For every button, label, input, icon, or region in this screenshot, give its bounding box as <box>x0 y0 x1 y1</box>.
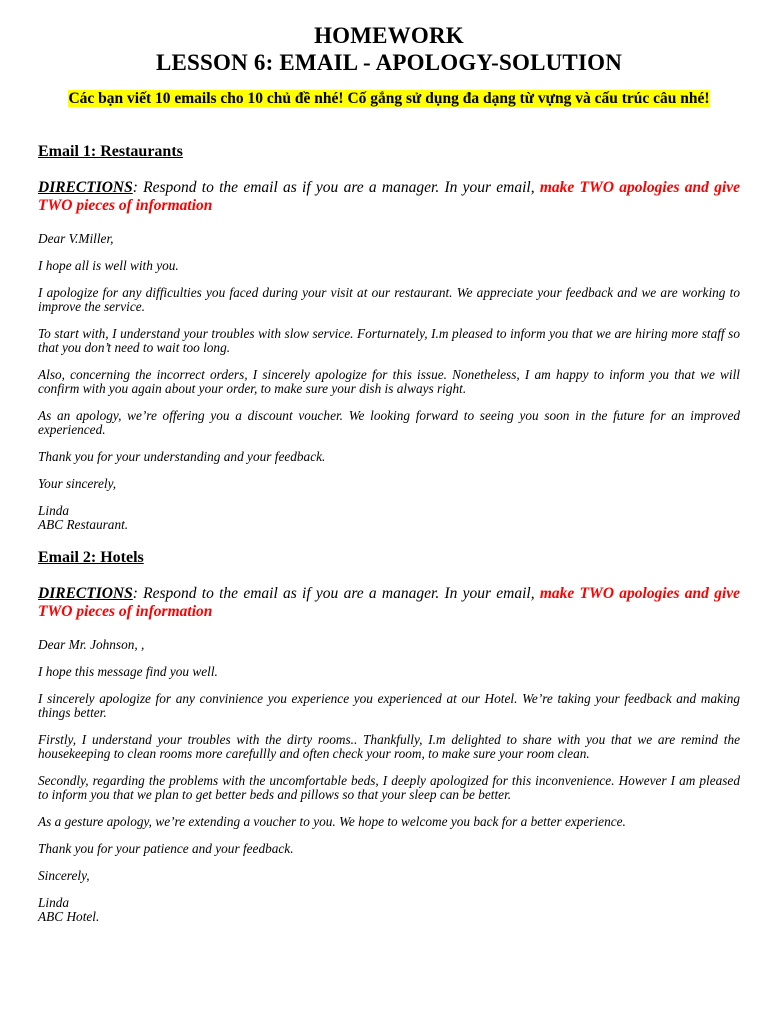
directions-requirement: make TWO apologies and give TWO pieces of information <box>38 585 741 620</box>
email-2-paragraph-3: Secondly, regarding the problems with the uncomfortable beds, I deeply apologized for this inconvenience. However I am pleased to inform you that we plan to get better beds and pillows so that your sleep can be better. <box>38 773 740 802</box>
directions-text: : Respond to the email as if you are a manager. In your email, <box>132 179 540 196</box>
email-2-signature-name: Linda <box>38 895 70 910</box>
email-2-closing: Sincerely, <box>38 868 90 883</box>
email-1-opening: I hope all is well with you. <box>38 258 179 273</box>
directions-text: : Respond to the email as if you are a manager. In your email, <box>132 585 540 602</box>
email-1-thanks: Thank you for your understanding and your feedback. <box>38 449 326 464</box>
email-2-directions <box>38 585 740 621</box>
email-1-paragraph-3: Also, concerning the incorrect orders, I sincerely apologize for this issue. Nonetheless, I am happy to inform you that we will confirm with you again about your order, to make sure your dish is always right. <box>38 367 740 396</box>
email-2-greeting: Dear Mr. Johnson, , <box>38 637 145 652</box>
email-2-signature-org: ABC Hotel. <box>38 909 100 924</box>
document-page <box>38 22 740 924</box>
email-2-paragraph-2: Firstly, I understand your troubles with the dirty rooms.. Thankfully, I.m delighted to share with you that we are remind the housekeeping to clean rooms more carefullly and often check your room, to make sure your room clean. <box>38 732 740 761</box>
email-1-directions <box>38 179 740 215</box>
title-lesson: LESSON 6: EMAIL - APOLOGY-SOLUTION <box>155 50 623 75</box>
directions-label: DIRECTIONS <box>38 585 133 602</box>
email-1-heading: Email 1: Restaurants <box>38 143 183 160</box>
instruction-note <box>38 89 740 108</box>
email-2-paragraph-1: I sincerely apologize for any convinience you experience you experienced at our Hotel. We’re taking your feedback and making things better. <box>38 691 740 720</box>
email-2-heading: Email 2: Hotels <box>38 549 144 566</box>
email-1-paragraph-2: To start with, I understand your troubles with slow service. Forturnately, I.m pleased to inform you that we are hiring more staff so that you don’t need to wait too long. <box>38 326 740 355</box>
email-1-signature-org: ABC Restaurant. <box>38 517 129 532</box>
email-2-paragraph-4: As a gesture apology, we’re extending a voucher to you. We hope to welcome you back for a better experience. <box>38 814 626 829</box>
email-1-signature-name: Linda <box>38 503 70 518</box>
email-1-paragraph-4: As an apology, we’re offering you a discount voucher. We looking forward to seeing you soon in the future for an improved experienced. <box>38 408 740 437</box>
title-homework: HOMEWORK <box>314 23 464 48</box>
instruction-note-text: Các bạn viết 10 emails cho 10 chủ đề nhé! Cố gắng sử dụng đa dạng từ vựng và cấu trúc câu nhé! <box>68 90 710 107</box>
email-1-closing: Your sincerely, <box>38 476 117 491</box>
directions-requirement: make TWO apologies and give TWO pieces of information <box>38 179 741 214</box>
email-1-paragraph-1: I apologize for any difficulties you faced during your visit at our restaurant. We appreciate your feedback and we are working to improve the service. <box>38 285 740 314</box>
directions-label: DIRECTIONS <box>38 179 133 196</box>
email-2-opening: I hope this message find you well. <box>38 664 218 679</box>
email-1-greeting: Dear V.Miller, <box>38 231 114 246</box>
email-2-thanks: Thank you for your patience and your feedback. <box>38 841 294 856</box>
